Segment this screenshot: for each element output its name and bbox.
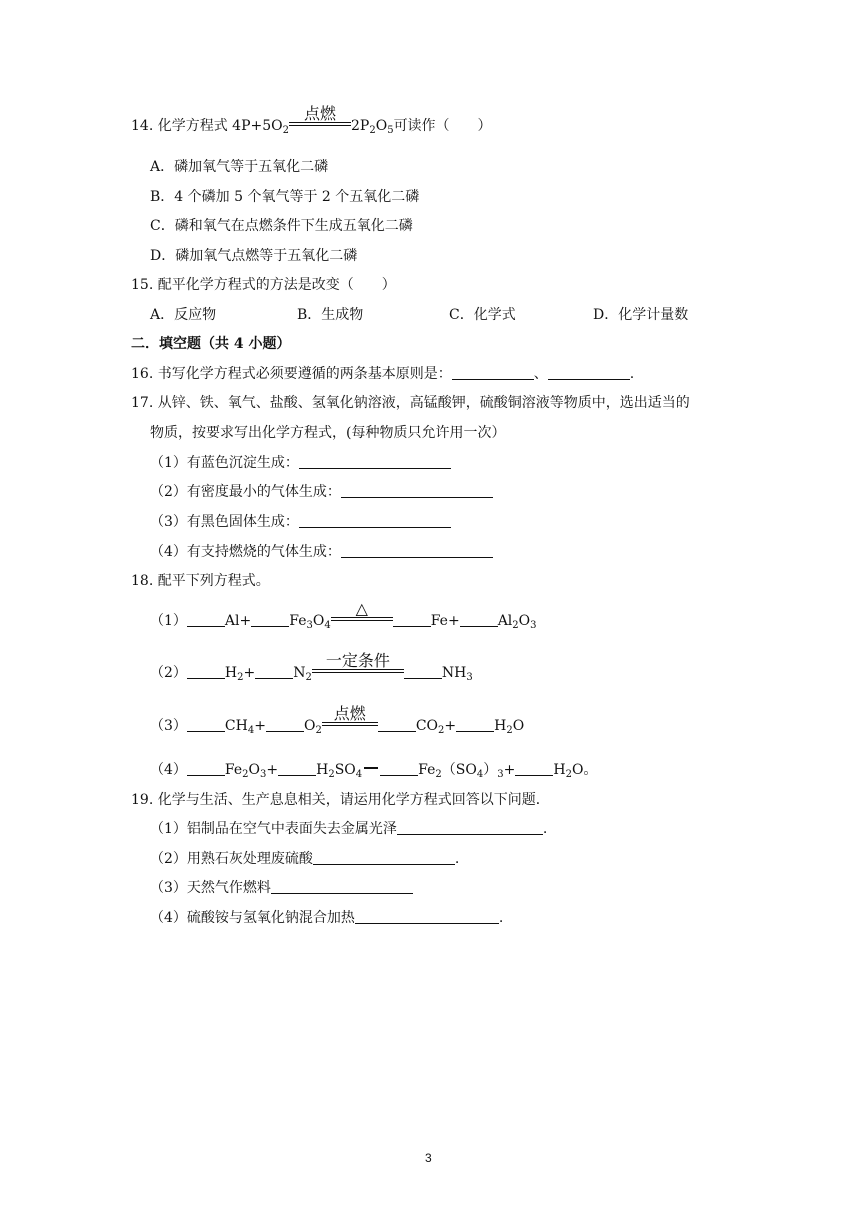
coefficient-blank[interactable] <box>378 717 416 732</box>
question-14-stem: 14. 化学方程式 $4P+5O_2$ 点燃 $2P_2O_5$可读作（ ） <box>131 104 492 136</box>
sub-question: （1）有蓝色沉淀生成： <box>150 453 451 473</box>
question-19-stem: 19. 化学与生活、生产息息相关，请运用化学方程式回答以下问题． <box>131 792 550 808</box>
option-b: B．4 个磷加 5 个氧气等于 2 个五氧化二磷 <box>150 189 420 205</box>
sub-question: （3）有黑色固体生成： <box>150 512 451 532</box>
coefficient-blank[interactable] <box>187 717 225 732</box>
coefficient-blank[interactable] <box>187 664 225 679</box>
answer-blank[interactable] <box>397 820 543 835</box>
question-15-stem: 15. 配平化学方程式的方法是改变（ ） <box>131 277 396 293</box>
coefficient-blank[interactable] <box>456 717 494 732</box>
sub-question: （4）有支持燃烧的气体生成： <box>150 542 493 562</box>
option-a: A．反应物 <box>150 307 217 323</box>
coefficient-blank[interactable] <box>187 761 225 776</box>
coefficient-blank[interactable] <box>278 761 316 776</box>
answer-blank[interactable] <box>548 365 630 380</box>
question-17-stem-cont: 物质，按要求写出化学方程式，(每种物质只允许用一次） <box>150 425 506 441</box>
coefficient-blank[interactable] <box>393 612 431 627</box>
equation-3: （3） $CH_4+ O_2$ 点燃 $CO_2+ H_2O$ <box>150 704 525 736</box>
sub-question: （3）天然气作燃料 <box>150 878 413 898</box>
coefficient-blank[interactable] <box>404 664 442 679</box>
answer-blank[interactable] <box>341 543 493 558</box>
answer-blank[interactable] <box>299 513 451 528</box>
coefficient-blank[interactable] <box>187 612 225 627</box>
reaction-condition: 点燃 <box>289 116 351 136</box>
option-c: C．化学式 <box>449 307 516 323</box>
option-d: D．磷加氧气点燃等于五氧化二磷 <box>150 248 358 264</box>
page-number: 3 <box>425 1151 432 1165</box>
coefficient-blank[interactable] <box>251 612 289 627</box>
answer-blank[interactable] <box>271 879 413 894</box>
question-18-stem: 18. 配平下列方程式。 <box>131 573 270 589</box>
equation-1: （1） $Al+ Fe_3O_4$ △ $Fe+ Al_2O_3$ <box>150 599 537 631</box>
option-d: D．化学计量数 <box>593 307 689 323</box>
answer-blank[interactable] <box>299 454 451 469</box>
reaction-condition: △ <box>331 611 393 631</box>
question-number: 14. <box>131 118 154 134</box>
option-a: A．磷加氧气等于五氧化二磷 <box>150 159 329 175</box>
coefficient-blank[interactable] <box>380 761 418 776</box>
sub-question: （2）用熟石灰处理废硫酸 . <box>150 851 460 867</box>
answer-blank[interactable] <box>452 365 534 380</box>
section-title: 二．填空题（共 4 小题） <box>131 336 291 352</box>
coefficient-blank[interactable] <box>266 717 304 732</box>
sub-question: （4）硫酸铵与氢氧化钠混合加热 . <box>150 910 504 926</box>
equation-2: （2） $H_2+ N_2$ 一定条件 $NH_3$ <box>150 651 473 683</box>
sub-question: （1）铝制品在空气中表面失去金属光泽 . <box>150 821 548 837</box>
answer-blank[interactable] <box>355 909 499 924</box>
sub-question: （2）有密度最小的气体生成： <box>150 482 493 502</box>
coefficient-blank[interactable] <box>460 612 498 627</box>
option-c: C．磷和氧气在点燃条件下生成五氧化二磷 <box>150 218 413 234</box>
coefficient-blank[interactable] <box>255 664 293 679</box>
reaction-bar <box>364 767 378 769</box>
question-17-stem: 17. 从锌、铁、氧气、盐酸、氢氧化钠溶液，高锰酸钾，硫酸铜溶液等物质中，选出适当的 <box>131 395 690 411</box>
answer-blank[interactable] <box>313 850 455 865</box>
equation-4: （4） $Fe_2O_3+ H_2SO_4$ $Fe_2(SO_4)_3+ H_2O$。 <box>150 762 598 780</box>
reaction-condition: 一定条件 <box>312 663 404 683</box>
answer-blank[interactable] <box>341 483 493 498</box>
option-b: B．生成物 <box>297 307 364 323</box>
reaction-condition: 点燃 <box>322 716 378 736</box>
question-16: 16. 书写化学方程式必须要遵循的两条基本原则是： 、 . <box>131 366 635 382</box>
coefficient-blank[interactable] <box>515 761 553 776</box>
